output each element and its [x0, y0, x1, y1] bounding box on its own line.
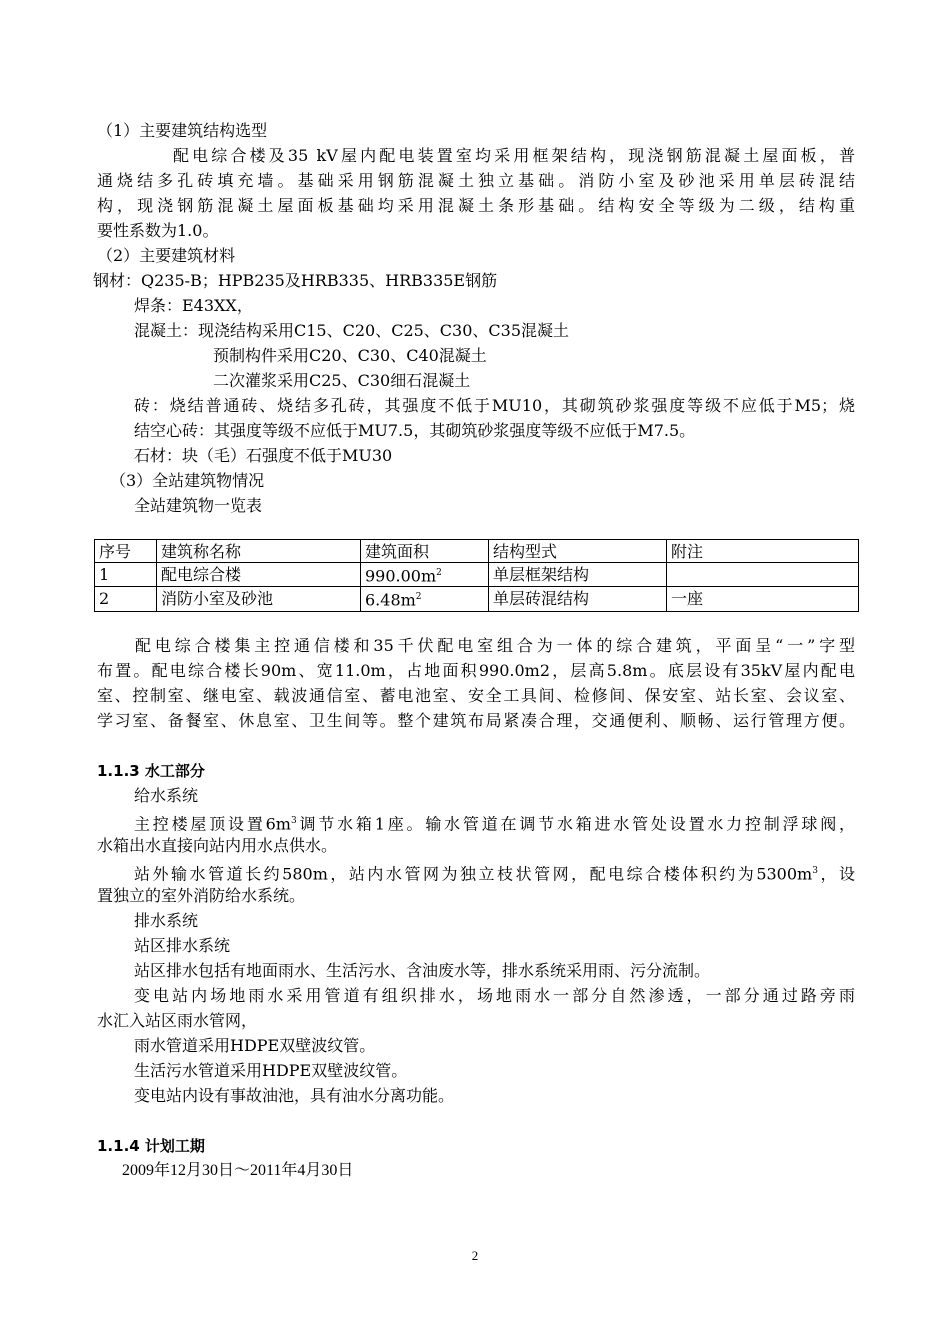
subheading-site-drainage: 站区排水系统	[134, 936, 231, 955]
drainage-line: 生活污水管道采用HDPE双壁波纹管。	[134, 1061, 408, 1080]
buildings-table	[94, 539, 859, 612]
description-line: 学习室、备餐室、休息室、卫生间等。整个建筑布局紧凑合理，交通便利、顺畅、运行管理方便。	[97, 711, 855, 730]
cell-note: 一座	[667, 587, 859, 611]
table-header: 建筑称名称	[157, 540, 361, 563]
section-title-structure: （1）主要建筑结构选型	[97, 121, 268, 140]
table-row	[95, 563, 859, 587]
drainage-line: 变电站内设有事故油池，具有油水分离功能。	[134, 1086, 455, 1105]
drainage-line: 变电站内场地雨水采用管道有组织排水，场地雨水一部分自然渗透，一部分通过路旁雨	[134, 986, 855, 1005]
table-caption: 全站建筑物一览表	[134, 496, 263, 515]
schedule-period: 2009年12月30日～2011年4月30日	[122, 1162, 354, 1179]
text: 调节水箱1座。输水管道在调节水箱进水管处设置水力控制浮球阀，	[296, 814, 855, 834]
cell-no: 2	[95, 587, 157, 611]
paragraph-line: 要性系数为1.0。	[97, 221, 219, 240]
drainage-line: 站区排水包括有地面雨水、生活污水、含油废水等，排水系统采用雨、污分流制。	[134, 961, 711, 980]
description-line: 室、控制室、继电室、载波通信室、蓄电池室、安全工具间、检修间、保安室、站长室、会议室、	[97, 686, 855, 705]
subheading-drainage: 排水系统	[134, 911, 199, 930]
heading-schedule: 1.1.4 计划工期	[97, 1137, 205, 1155]
paragraph-line: 通烧结多孔砖填充墙。基础采用钢筋混凝土独立基础。消防小室及砂池采用单层砖混结	[97, 171, 855, 190]
water-supply-line: 水箱出水直接向站内用水点供水。	[97, 836, 338, 855]
concrete-line: 混凝土：现浇结构采用C15、C20、C25、C30、C35混凝土	[134, 321, 570, 340]
heading-water-works: 1.1.3 水工部分	[97, 762, 205, 780]
cell-structure: 单层框架结构	[489, 563, 667, 587]
concrete-line: 预制构件采用C20、C30、C40混凝土	[213, 346, 487, 365]
table-header: 建筑面积	[361, 540, 489, 563]
table-header: 序号	[95, 540, 157, 563]
cell-note	[667, 563, 859, 587]
text: 主控楼屋顶设置6m	[134, 814, 291, 834]
water-supply-line	[134, 809, 855, 836]
page-number: 2	[471, 1248, 479, 1263]
cell-name: 配电综合楼	[157, 563, 361, 587]
paragraph-line: 配电综合楼及35 kV屋内配电装置室均采用框架结构，现浇钢筋混凝土屋面板，普	[173, 146, 855, 165]
table-header: 结构型式	[489, 540, 667, 563]
subheading-water-supply: 给水系统	[134, 786, 199, 805]
description-line: 布置。配电综合楼长90m、宽11.0m，占地面积990.0m2，层高5.8m。底层设有35kV屋内配电	[97, 661, 855, 680]
text: 站外输水管道长约580m，站内水管网为独立枝状管网，配电综合楼体积约为5300m	[134, 864, 813, 884]
cell-area	[361, 587, 489, 611]
area-value: 990.00m	[365, 566, 437, 586]
superscript: 3	[812, 866, 818, 876]
table-header-row	[95, 540, 859, 563]
superscript: 3	[290, 816, 297, 826]
water-supply-line	[134, 859, 855, 886]
description-line: 配电综合楼集主控通信楼和35千伏配电室组合为一体的综合建筑，平面呈“一”字型	[135, 636, 855, 655]
stone-line: 石材：块（毛）石强度不低于MU30	[134, 446, 393, 465]
cell-structure: 单层砖混结构	[489, 587, 667, 611]
drainage-line: 雨水管道采用HDPE双壁波纹管。	[134, 1036, 376, 1055]
cell-area	[361, 563, 489, 587]
area-value: 6.48m	[365, 590, 416, 610]
paragraph-line: 构，现浇钢筋混凝土屋面板基础均采用混凝土条形基础。结构安全等级为二级，结构重	[97, 196, 855, 215]
weld-line: 焊条：E43XX，	[134, 296, 253, 315]
cell-no: 1	[95, 563, 157, 587]
water-supply-line: 置独立的室外消防给水系统。	[97, 886, 306, 905]
area-unit-superscript: 2	[436, 568, 442, 578]
area-unit-superscript: 2	[415, 592, 422, 603]
steel-line: 钢材：Q235-B；HPB235及HRB335、HRB335E钢筋	[93, 271, 498, 290]
table-header: 附注	[667, 540, 859, 563]
brick-line: 砖：烧结普通砖、烧结多孔砖，其强度不低于MU10，其砌筑砂浆强度等级不应低于M5；烧	[134, 396, 855, 415]
brick-line: 结空心砖：其强度等级不应低于MU7.5，其砌筑砂浆强度等级不应低于M7.5。	[134, 421, 696, 440]
section-title-buildings: （3）全站建筑物情况	[110, 471, 265, 490]
table-row	[95, 587, 859, 611]
section-title-materials: （2）主要建筑材料	[97, 246, 236, 265]
text: ，设	[817, 864, 855, 884]
cell-name: 消防小室及砂池	[157, 587, 361, 611]
concrete-line: 二次灌浆采用C25、C30细石混凝土	[213, 371, 471, 390]
drainage-line: 水汇入站区雨水管网，	[97, 1011, 258, 1030]
